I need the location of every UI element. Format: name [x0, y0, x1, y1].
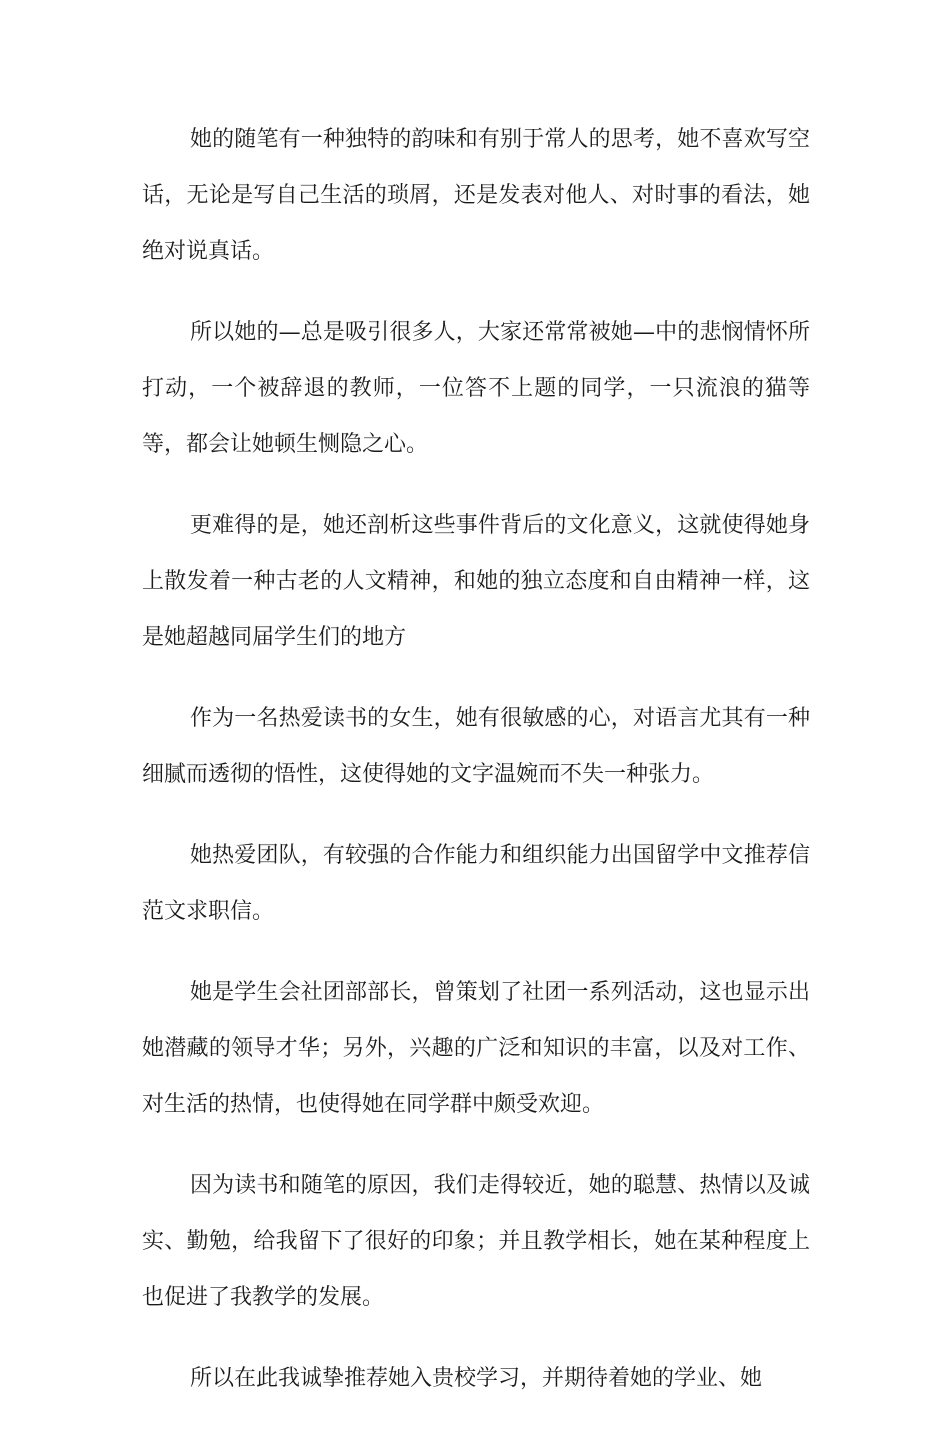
paragraph-6: 她是学生会社团部部长，曾策划了社团一系列活动，这也显示出她潜藏的领导才华；另外，兴趣的广泛和知识的丰富，以及对工作、对生活的热情，也使得她在同学群中颇受欢迎。 — [142, 980, 810, 1117]
paragraph-3: 更难得的是，她还剖析这些事件背后的文化意义，这就使得她身上散发着一种古老的人文精神，和她的独立态度和自由精神一样，这是她超越同届学生们的地方 — [142, 513, 810, 650]
paragraph-4: 作为一名热爱读书的女生，她有很敏感的心，对语言尤其有一种细腻而透彻的悟性，这使得她的文字温婉而不失一种张力。 — [142, 706, 810, 787]
paragraph-2: 所以她的—总是吸引很多人，大家还常常被她—中的悲悯情怀所打动，一个被辞退的教师，一位答不上题的同学，一只流浪的猫等等，都会让她顿生恻隐之心。 — [142, 320, 810, 457]
paragraph-1: 她的随笔有一种独特的韵味和有别于常人的思考，她不喜欢写空话，无论是写自己生活的琐屑，还是发表对他人、对时事的看法，她绝对说真话。 — [142, 127, 810, 264]
paragraph-8: 所以在此我诚挚推荐她入贵校学习，并期待着她的学业、她 — [190, 1366, 763, 1391]
paragraph-7: 因为读书和随笔的原因，我们走得较近，她的聪慧、热情以及诚实、勤勉，给我留下了很好的印象；并且教学相长，她在某种程度上也促进了我教学的发展。 — [142, 1173, 810, 1310]
document-body — [142, 112, 810, 1432]
paragraph-5: 她热爱团队，有较强的合作能力和组织能力出国留学中文推荐信范文求职信。 — [142, 843, 810, 924]
